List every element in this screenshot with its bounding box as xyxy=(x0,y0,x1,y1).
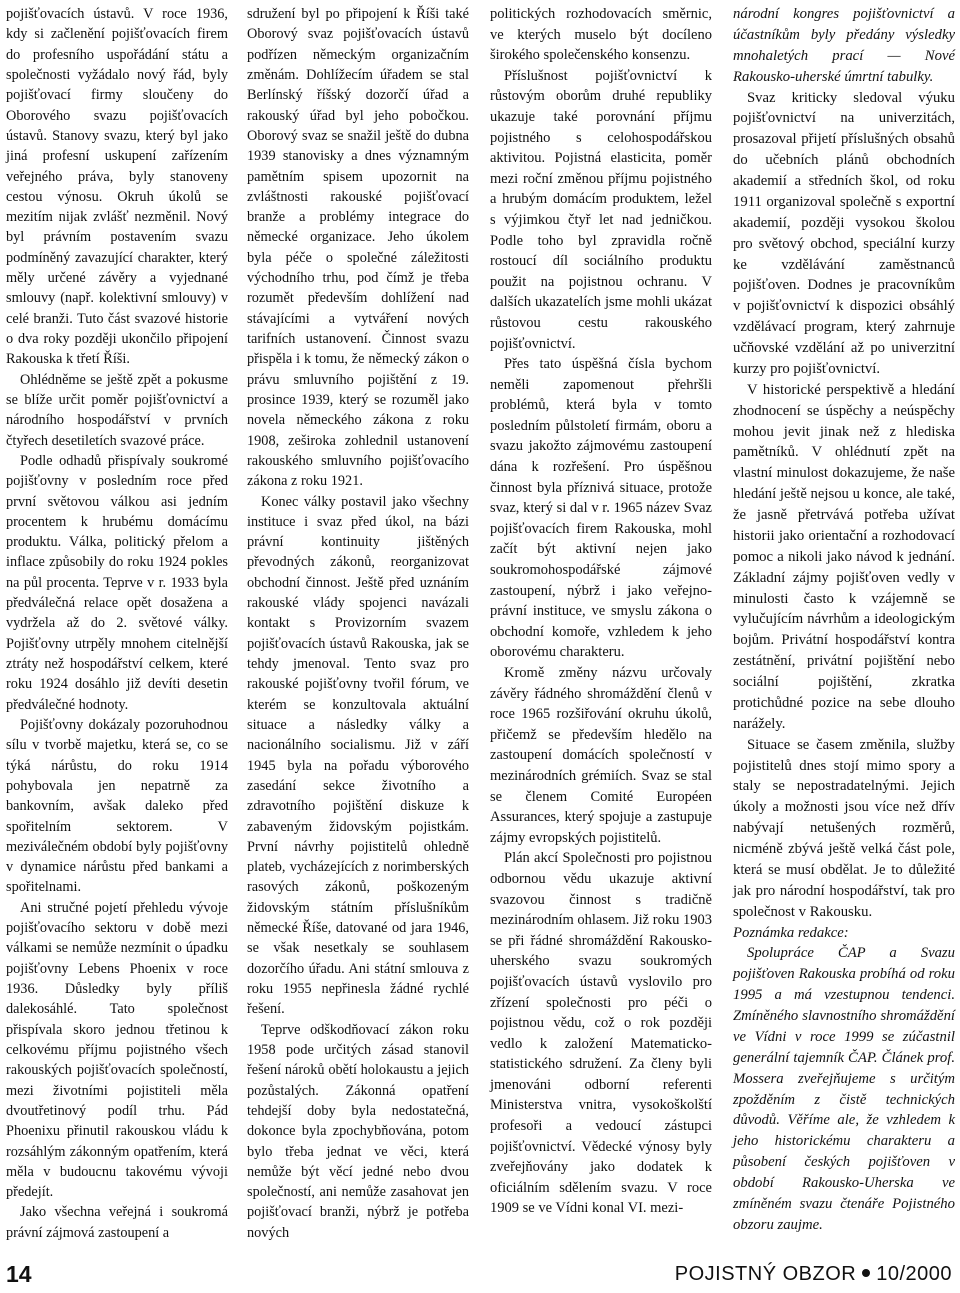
paragraph: pojišťovacích ústavů. V roce 1936, kdy si začlenění pojišťovacích firem do profesního uspořádání státu a společnosti vyžádalo nový řád, byly pojišťovací firmy sloučeny do Oborového svazu pojišťovacích ústavů. Stanovy svazu, který byl jako jiná profesní uskupení zařízením veřejného práva, byly stanoveny cestou výnosu. Okruh úkolů se mezitím nijak zvlášť nezměnil. Nový byl právním postavením svazu podmíněný zavazující charakter, který měly určené závěry a vyjednané smlouvy (např. kolektivní smlouvy) v celé branži. Tuto část svazové historie o dva roky později ukončilo připojení Rakouska k třetí Říši. xyxy=(6,6,228,368)
paragraph: Ohlédněme se ještě zpět a pokusme se blíže určit poměr pojišťovnictví a národního hospodářství v prvních čtyřech desetiletích svazové práce. xyxy=(6,371,228,449)
bullet-icon xyxy=(862,1269,870,1277)
paragraph: Jako všechna veřejná i soukromá právní zájmová zastoupení a xyxy=(6,1204,228,1241)
page-footer xyxy=(0,1255,960,1291)
paragraph: Svaz kriticky sledoval výuku pojišťovnictví na univerzitách, prosazoval přijetí příslušných obsahů do učebních plánů obchodních akademií a středních škol, od roku 1911 organizoval společně s exportní akademií, později vysokou školou pro světový obchod, speciální kurzy ke vzdělávání zaměstnanců pojišťoven. Dodnes je pracovníkům v pojišťovnictví k dispozici obsáhlý vzdělávací program, který zahrnuje učňovské vzdělání až po univerzitní kurzy pro pojišťovnictví. xyxy=(733,89,955,377)
editor-note-heading: Poznámka redakce: xyxy=(733,924,849,941)
page-number: 14 xyxy=(6,1261,32,1287)
editor-note: Spolupráce ČAP a Svazu pojišťoven Rakouska probíhá od roku 1995 a má vzestupnou tendenci. Zmíněného slavnostního shromáždění ve Vídni v roce 1999 se zúčastnil generální tajemník ČAP. Článek prof. Mossera zveřejňujeme s určitým zpožděním z čistě technických důvodů. Věříme ale, že vzhledem k jeho historickému charakteru a působení českých pojišťoven v období Rakousko-Uherska ve zmíněném svazu čtenáře Pojistného obzoru zaujme. xyxy=(733,945,955,1233)
paragraph: Příslušnost pojišťovnictví k růstovým oborům druhé republiky ukazuje také porovnání příjmu pojistného s celohospodářskou aktivitou. Pojistná elasticita, poměr mezi roční změnou příjmu pojistného a hrubým domácím produktem, ležel s výjimkou čtyř let nad jedničkou. Podle toho byl zpravidla ročně rostoucí díl sociálního produktu použit na pojistnou ochranu. V dalších ukazatelích jsme mohli ukázat růstovou cestu rakouského pojišťovnictví. xyxy=(490,67,712,352)
paragraph: politických rozhodovacích směrnic, ve kterých muselo být docíleno širokého společenského konsenzu. xyxy=(490,6,712,64)
issue-number: 10/2000 xyxy=(876,1263,952,1285)
text-column-2 xyxy=(247,4,469,1243)
paragraph: Plán akcí Společnosti pro pojistnou odbornou vědu ukazuje aktivní svazovou činnost s tradičně mezinárodním ohlasem. Již roku 1903 se při řádné shromáždění Rakousko-uherského svazu soukromých pojišťovacích ústavů vyslovilo pro zřízení společnosti pro péči o pojistnou vědu, což o rok později vedlo k založení Matematicko-statistického sdružení. Za členy byli jmenováni odborní referenti Ministerstva vnitra, vysokoškolští profesoři a vedoucí zástupci pojišťovnictví. Vědecké výnosy byly zveřejňovány jako dodatek k oficiálním sdělením svazu. V roce 1909 se ve Vídni konal VI. mezi- xyxy=(490,850,712,1217)
paragraph: Situace se časem změnila, služby pojistitelů dnes stojí mimo spory a staly se nepostradatelnými. Jejich úkoly a možnosti jsou více než dřív nabývají netušených rozměrů, nicméně zbývá ještě velká část pole, která se musí obdělat. Je to důležité jak pro národní hospodářství, tak pro společnost v Rakousku. xyxy=(733,736,955,920)
paragraph: Pojišťovny dokázaly pozoruhodnou sílu v tvorbě majetku, která se, co se týká nárůstu, do roku 1914 pohybovala jen nepatrně za bankovním, avšak daleko před spořitelním sektorem. V meziválečném období byly pojišťovny v dynamice nárůstu před bankami a spořitelnami. xyxy=(6,716,228,896)
paragraph: Teprve odškodňovací zákon roku 1958 pode určitých zásad stanovil řešení nároků obětí holokaustu a jejich pozůstalých. Zákonná opatření tehdejší doby byla nedostatečná, dokonce byla zpochybňována, potom bylo třeba jednat ve věci, která nemůže být věcí jedné nebo dvou společností, ani nemůže zasahovat jen pojišťovací branži, nýbrž je potřeba nových xyxy=(247,1021,469,1241)
paragraph: Konec války postavil jako všechny instituce i svaz před úkol, na bázi právní kontinuity jištěných převodných zákonů, reorganizovat obchodní činnost. Ještě před uznáním rakouské vlády spojenci navázali kontakt s Provizorním svazem pojišťovacích ústavů Rakouska, jak se tehdy jmenoval. Tento svaz pro rakouské pojišťovny tvořil fórum, ve kterém se konzultovala aktuální situace a následky války a nacionálního socialismu. Již v září 1945 byla na pořadu výborového zasedání sekce životního a zdravotního pojištění diskuze k zabaveným židovským pojistkám. První návrhy pojistitelů ohledně plateb, vycházejících z norimberských rasových zákonů, poškozeným židovským státním příslušníkům německé Říše, datované od jara 1946, se však nesetkaly se souhlasem dozorčího úřadu. Ani státní smlouva z roku 1955 nepřinesla žádné rychlé řešení. xyxy=(247,493,469,1018)
paragraph: Kromě změny názvu určovaly závěry řádného shromáždění členů v roce 1965 rozšiřování okruhu úkolů, přičemž se především hledělo na zastoupení domácích společností v mezinárodních grémiích. Svaz se stal se členem Comité Européen Assurances, který spojuje a zastupuje zájmy evropských pojistitelů. xyxy=(490,665,712,846)
magazine-name: POJISTNÝ OBZOR xyxy=(674,1263,857,1285)
paragraph: sdružení byl po připojení k Říši také Oborový svaz pojišťovacích ústavů podřízen německým organizačním změnám. Dohlížecím úřadem se stal Berlínský říšský dozorčí úřad a rakouský úřad byl jeho pobočkou. Oborový svaz se snažil ještě do dubna 1939 stanovisky a dnes významným pamětním spisem upozornit na zvláštnosti rakouské pojišťovací branže a problémy integrace do německé organizace. Jeho úkolem byla péče o společné záležitosti východního trhu, pod čímž je třeba rozumět především dohlížení nad stávajícími a vytváření nových tarifních ustanovení. Činnost svazu přispěla i k tomu, že německý zákon o právu smluvního pojištění z 19. prosince 1939, který se rozuměl jako novela německého zákona z roku 1908, zeširoka zohlednil ustanovení rakouského smluvního pojišťovacího zákona z roku 1921. xyxy=(247,6,469,490)
text-column-4 xyxy=(733,4,955,1236)
paragraph: V historické perspektivě a hledání zhodnocení se úspěchy a neúspěchy mohou jevit jinak než z hlediska pamětníků. V ohlédnutí zpět na vlastní minulost dokazujeme, že naše hledání ještě nejsou u konce, ale také, že jasně přetrvává potřeba užívat historii jako orientační a rozhodovací pomoc a nikoli jako návod k jednání. Základní zájmy pojišťoven vedly v minulosti často k vzájemně se vylučujícím návrhům a ideologickým bojům. Privátní hospodářství kontra zestátnění, privátní pojištění nebo sociální pojištění, zkratka protichůdné pozice na sebe dlouho narážely. xyxy=(733,381,955,732)
magazine-issue xyxy=(675,1263,952,1286)
paragraph: národní kongres pojišťovnictví a účastníkům byly předány výsledky mnohaletých prací — Nové Rakousko-uherské úmrtní tabulky. xyxy=(733,6,955,85)
paragraph: Podle odhadů přispívaly soukromé pojišťovny v posledním roce před první světovou válkou asi jedním procentem k hrubému domácímu produktu. Válka, politický přelom a inflace způsobily do roku 1924 pokles na půl procenta. Teprve v r. 1933 byla předválečná relace opět dosažena a vydržela až do 2. světové války. Pojišťovny utrpěly mnohem citelnější ztráty než hospodářství celkem, které roku 1924 dosáhlo již devíti desetin předválečné hodnoty. xyxy=(6,452,228,713)
text-column-1 xyxy=(6,4,228,1243)
paragraph: Ani stručné pojetí přehledu vývoje pojišťovacího sektoru v době mezi válkami se nemůže nezmínit o úpadku pojišťovny Lebens Phoenix v roce 1936. Důsledky byly příliš dalekosáhlé. Tato společnost přispívala skoro jednou třetinou k celkovému příjmu pojistného všech rakouských pojišťovacích společností, mezi životními pojistiteli měla dvoutřetinový podíl trhu. Pád Phoenixu přinutil rakouskou vládu k rozsáhlým zákonným opatřením, která měla v budoucnu takovému vývoji předejít. xyxy=(6,899,228,1201)
text-column-3 xyxy=(490,4,712,1219)
paragraph: Přes tato úspěšná čísla bychom neměli zapomenout přehršli problémů, která byla v tomto posledním půlstoletí firmám, oboru a svazu jakožto zájmovému zastoupení dána k rozřešení. Pro úspěšnou činnost byla příznivá situace, protože svaz, který si dal v r. 1965 název Svaz pojišťovacích firem Rakouska, mohl začít být aktivní nejen jako soukromohospodářské zájmové zastoupení, nýbrž i jako veřejno-právní instituce, ve smyslu zákona o obchodní komoře, vzhledem k jeho oborovému charakteru. xyxy=(490,356,712,661)
